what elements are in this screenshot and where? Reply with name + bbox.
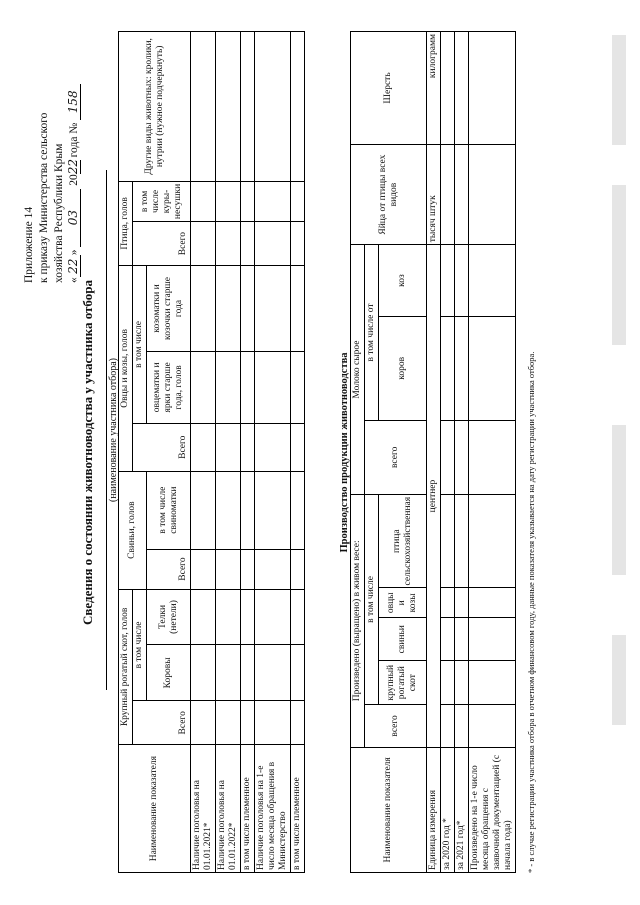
order-reference: к приказу Министерства сельского	[38, 112, 50, 283]
cattle-header: Крупный рогатый скот, голов	[119, 589, 133, 745]
table-row	[455, 32, 469, 873]
sheep-incl-header: в том числе	[133, 266, 147, 424]
participant-caption: (наименование участника отбора)	[106, 170, 119, 690]
prod-cattle-header: крупный рогатый скот	[379, 661, 427, 705]
ministry-name: хозяйства Республики Крым	[53, 143, 65, 283]
heifers-header: Телки (нетели)	[147, 589, 191, 645]
prod-pigs-header: свиньи	[379, 618, 427, 661]
produced-incl-header: в том числе	[365, 494, 379, 704]
bleed-through-smudge	[612, 635, 626, 725]
row-label: Произведено на 1-е число месяца обращения с заявочной документацией (с начала года)	[469, 747, 516, 872]
row-label: Единица измерения	[427, 747, 441, 872]
unit-centner: центнер	[427, 245, 441, 747]
pigs-header: Свиньи, голов	[119, 471, 147, 589]
row-label: за 2021 год*	[455, 747, 469, 872]
row-label: Наличие поголовья на 01.01.2021*	[191, 745, 216, 873]
row-label: Наличие поголовья на 01.01.2022*	[216, 745, 241, 873]
milk-total-header: всего	[365, 420, 427, 494]
table-row	[469, 32, 516, 873]
milk-incl-header: в том числе от	[365, 245, 379, 420]
produced-header: Произведено (выращено) в живом весе:	[351, 494, 365, 747]
date-month: 03	[67, 189, 81, 247]
sheep-header: Овцы и козы, голов	[119, 266, 133, 472]
unit-eggs: тысяч штук	[427, 144, 441, 244]
section-title: Производство продукции животноводства	[339, 352, 350, 553]
table-row	[216, 32, 241, 873]
prod-sheep-header: овцы и козы	[379, 588, 427, 618]
goats-header: козоматки и козочки старше года	[147, 266, 191, 352]
production-table	[350, 31, 516, 873]
poultry-total-header: Всего	[133, 222, 191, 266]
unit-kg: килограмм	[427, 32, 441, 145]
sheep-total-header: Всего	[133, 423, 191, 471]
date-day: 22	[67, 255, 81, 277]
cattle-total-header: Всего	[133, 701, 191, 745]
milk-goats-header: коз	[379, 245, 427, 317]
cattle-incl-header: в том числе	[133, 589, 147, 701]
ewes-header: овцематки и ярки старше года, голов	[147, 351, 191, 423]
order-date-line: «22» 03 2022 года № 158	[67, 13, 82, 283]
other-animals-header: Другие виды животных: кролики, нутрии (нужное подчеркнуть)	[119, 32, 191, 182]
appendix-number: Приложение 14	[23, 206, 35, 283]
livestock-table	[118, 31, 305, 873]
bleed-through-smudge	[612, 185, 626, 345]
row-label: в том числе племенное	[241, 745, 255, 873]
table-row	[291, 32, 305, 873]
hens-header: в том числе куры-несушки	[133, 181, 191, 221]
document-title: Сведения о состоянии животноводства у участника отбора	[80, 280, 95, 625]
table-row	[241, 32, 255, 873]
appendix-header	[22, 13, 82, 283]
row-label: за 2020 год *	[441, 747, 455, 872]
sows-header: в том числе свиноматки	[147, 471, 191, 549]
order-number: 158	[67, 84, 81, 120]
table-row	[441, 32, 455, 873]
milk-header: Молоко сырое	[351, 245, 365, 495]
table1-name-header: Наименование показателя	[119, 745, 191, 873]
date-year: 22	[66, 158, 80, 175]
pigs-total-header: Всего	[147, 549, 191, 589]
table-row	[255, 32, 291, 873]
cows-header: Коровы	[147, 645, 191, 701]
units-row	[427, 32, 441, 873]
bleed-through-smudge	[612, 35, 626, 145]
milk-cows-header: коров	[379, 316, 427, 420]
table-row	[191, 32, 216, 873]
produced-total-header: всего	[365, 705, 427, 748]
row-label: в том числе племенное	[291, 745, 305, 873]
poultry-header: Птица, голов	[119, 181, 133, 265]
bleed-through-smudge	[612, 425, 626, 575]
wool-header: Шерсть	[351, 32, 427, 145]
row-label: Наличие поголовья на 1-е число месяца обращения в Министерство	[255, 745, 291, 873]
eggs-header: Яйца от птицы всех видов	[351, 144, 427, 244]
table2-name-header: Наименование показателя	[351, 747, 427, 872]
prod-poultry-header: птица сельскохозяйственная	[379, 494, 427, 588]
footnote: * - в случае регистрации участника отбора в отчетном финансовом году, данные показателя указывается на дату регистрации участника отбора.	[526, 351, 536, 873]
